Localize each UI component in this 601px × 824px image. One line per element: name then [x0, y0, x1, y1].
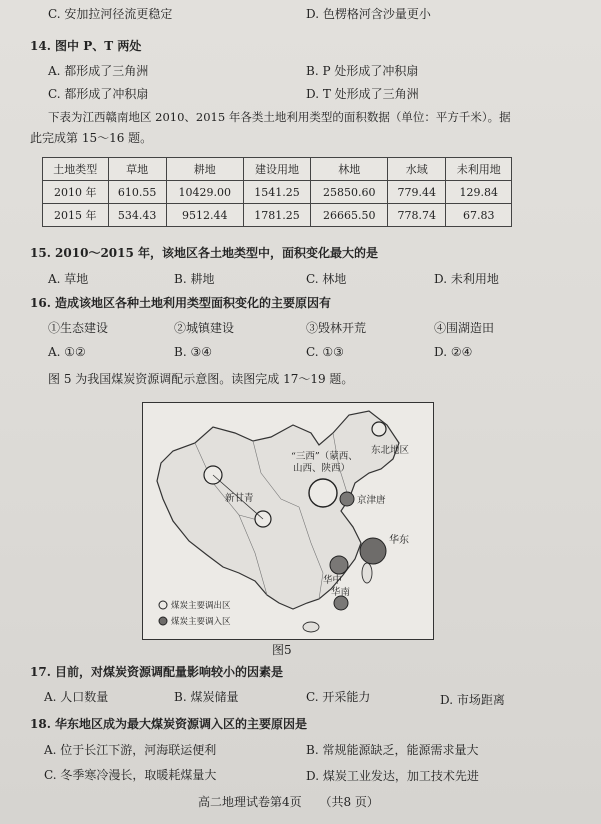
- q14-option-d: D. T 处形成了三角洲: [306, 87, 419, 101]
- huadong-import-circle: [360, 538, 386, 564]
- table-cell: 26665.50: [311, 204, 388, 227]
- q15-option-b: B. 耕地: [174, 272, 215, 286]
- q16-option-a: A. ①②: [48, 345, 86, 359]
- table-cell: 1781.25: [243, 204, 311, 227]
- jingjinji-import-circle: [340, 492, 354, 506]
- table-header: 未利用地: [446, 158, 512, 181]
- q14-stem: 14. 图中 P、T 两处: [30, 39, 142, 53]
- table-cell: 779.44: [388, 181, 446, 204]
- legend-in-symbol: [159, 617, 167, 625]
- map-intro: 图 5 为我国煤炭资源调配示意图。读图完成 17～19 题。: [48, 372, 354, 386]
- q16-item-4: ④围湖造田: [434, 321, 495, 335]
- q16-item-2: ②城镇建设: [174, 321, 235, 335]
- q16-option-c: C. ①③: [306, 345, 344, 359]
- legend-out-label: 煤炭主要调出区: [171, 601, 231, 611]
- option-c-prev: C. 安加拉河径流更稳定: [48, 7, 173, 21]
- table-cell: 10429.00: [166, 181, 243, 204]
- label-sanxi-2: 山西、陕西）: [293, 463, 351, 474]
- q15-option-a: A. 草地: [48, 272, 89, 286]
- table-cell: 67.83: [446, 204, 512, 227]
- table-header: 建设用地: [243, 158, 311, 181]
- table-cell: 534.43: [108, 204, 166, 227]
- table-row: [43, 204, 512, 227]
- q17-option-d: D. 市场距离: [440, 693, 505, 707]
- q16-item-3: ③毁林开荒: [306, 321, 367, 335]
- table-header: 耕地: [166, 158, 243, 181]
- label-xingan: 新甘青: [225, 493, 254, 504]
- page-footer: [198, 793, 379, 810]
- label-sanxi-1: “三西”（蒙西、: [291, 451, 358, 462]
- q18-stem: 18. 华东地区成为最大煤炭资源调入区的主要原因是: [30, 717, 308, 731]
- label-huazhong: 华中: [323, 575, 343, 586]
- table-cell: 25850.60: [311, 181, 388, 204]
- label-huanan: 华南: [331, 587, 351, 598]
- table-header: 林地: [311, 158, 388, 181]
- dongbei-export-circle: [372, 422, 386, 436]
- map-caption: 图5: [272, 643, 292, 657]
- q14-option-c: C. 都形成了冲积扇: [48, 87, 149, 101]
- taiwan-island: [362, 563, 372, 583]
- table-header: 土地类型: [43, 158, 109, 181]
- q18-option-d: D. 煤炭工业发达，加工技术先进: [306, 769, 479, 783]
- table-cell: 610.55: [108, 181, 166, 204]
- q16-option-d: D. ②④: [434, 345, 473, 359]
- label-jingjinji: 京津唐: [357, 495, 386, 506]
- q17-option-b: B. 煤炭储量: [174, 690, 239, 704]
- coal-distribution-map: [142, 402, 434, 640]
- q18-option-a: A. 位于长江下游，河海联运便利: [44, 743, 217, 757]
- legend-in-label: 煤炭主要调入区: [171, 617, 231, 627]
- table-cell: 1541.25: [243, 181, 311, 204]
- table-cell: 9512.44: [166, 204, 243, 227]
- sanxi-export-circle: [309, 479, 337, 507]
- q16-item-1: ①生态建设: [48, 321, 109, 335]
- footer-total-pages: （共8 页）: [319, 795, 379, 809]
- q18-option-b: B. 常规能源缺乏，能源需求量大: [306, 743, 479, 757]
- q15-stem: 15. 2010～2015 年，该地区各土地类型中，面积变化最大的是: [30, 246, 379, 260]
- q14-option-a: A. 都形成了三角洲: [48, 64, 149, 78]
- hainan-island: [303, 622, 319, 632]
- table-header-row: [43, 158, 512, 181]
- q17-option-a: A. 人口数量: [44, 690, 109, 704]
- land-use-table: [42, 157, 512, 227]
- table-cell: 129.84: [446, 181, 512, 204]
- table-header: 水域: [388, 158, 446, 181]
- q17-stem: 17. 目前，对煤炭资源调配量影响较小的因素是: [30, 665, 284, 679]
- table-intro-line2: 此完成第 15～16 题。: [30, 131, 153, 145]
- footer-page-label: 高二地理试卷第4页: [198, 795, 302, 809]
- q17-option-c: C. 开采能力: [306, 690, 371, 704]
- q15-option-d: D. 未利用地: [434, 272, 499, 286]
- q16-stem: 16. 造成该地区各种土地利用类型面积变化的主要原因有: [30, 296, 332, 310]
- label-huadong: 华东: [389, 535, 409, 546]
- q18-option-c: C. 冬季寒冷漫长，取暖耗煤量大: [44, 768, 217, 782]
- label-dongbei: 东北地区: [371, 445, 410, 456]
- table-cell: 778.74: [388, 204, 446, 227]
- q15-option-c: C. 林地: [306, 272, 347, 286]
- table-cell: 2010 年: [43, 181, 109, 204]
- huazhong-import-circle: [330, 556, 348, 574]
- table-row: [43, 181, 512, 204]
- table-intro-line1: 下表为江西赣南地区 2010、2015 年各类土地利用类型的面积数据（单位：平方千米）。据: [48, 110, 511, 124]
- legend-out-symbol: [159, 601, 167, 609]
- table-cell: 2015 年: [43, 204, 109, 227]
- china-map-svg: [143, 403, 433, 639]
- huanan-import-circle: [334, 596, 348, 610]
- q16-option-b: B. ③④: [174, 345, 212, 359]
- table-header: 草地: [108, 158, 166, 181]
- q14-option-b: B. P 处形成了冲积扇: [306, 64, 419, 78]
- option-d-prev: D. 色楞格河含沙量更小: [306, 7, 431, 21]
